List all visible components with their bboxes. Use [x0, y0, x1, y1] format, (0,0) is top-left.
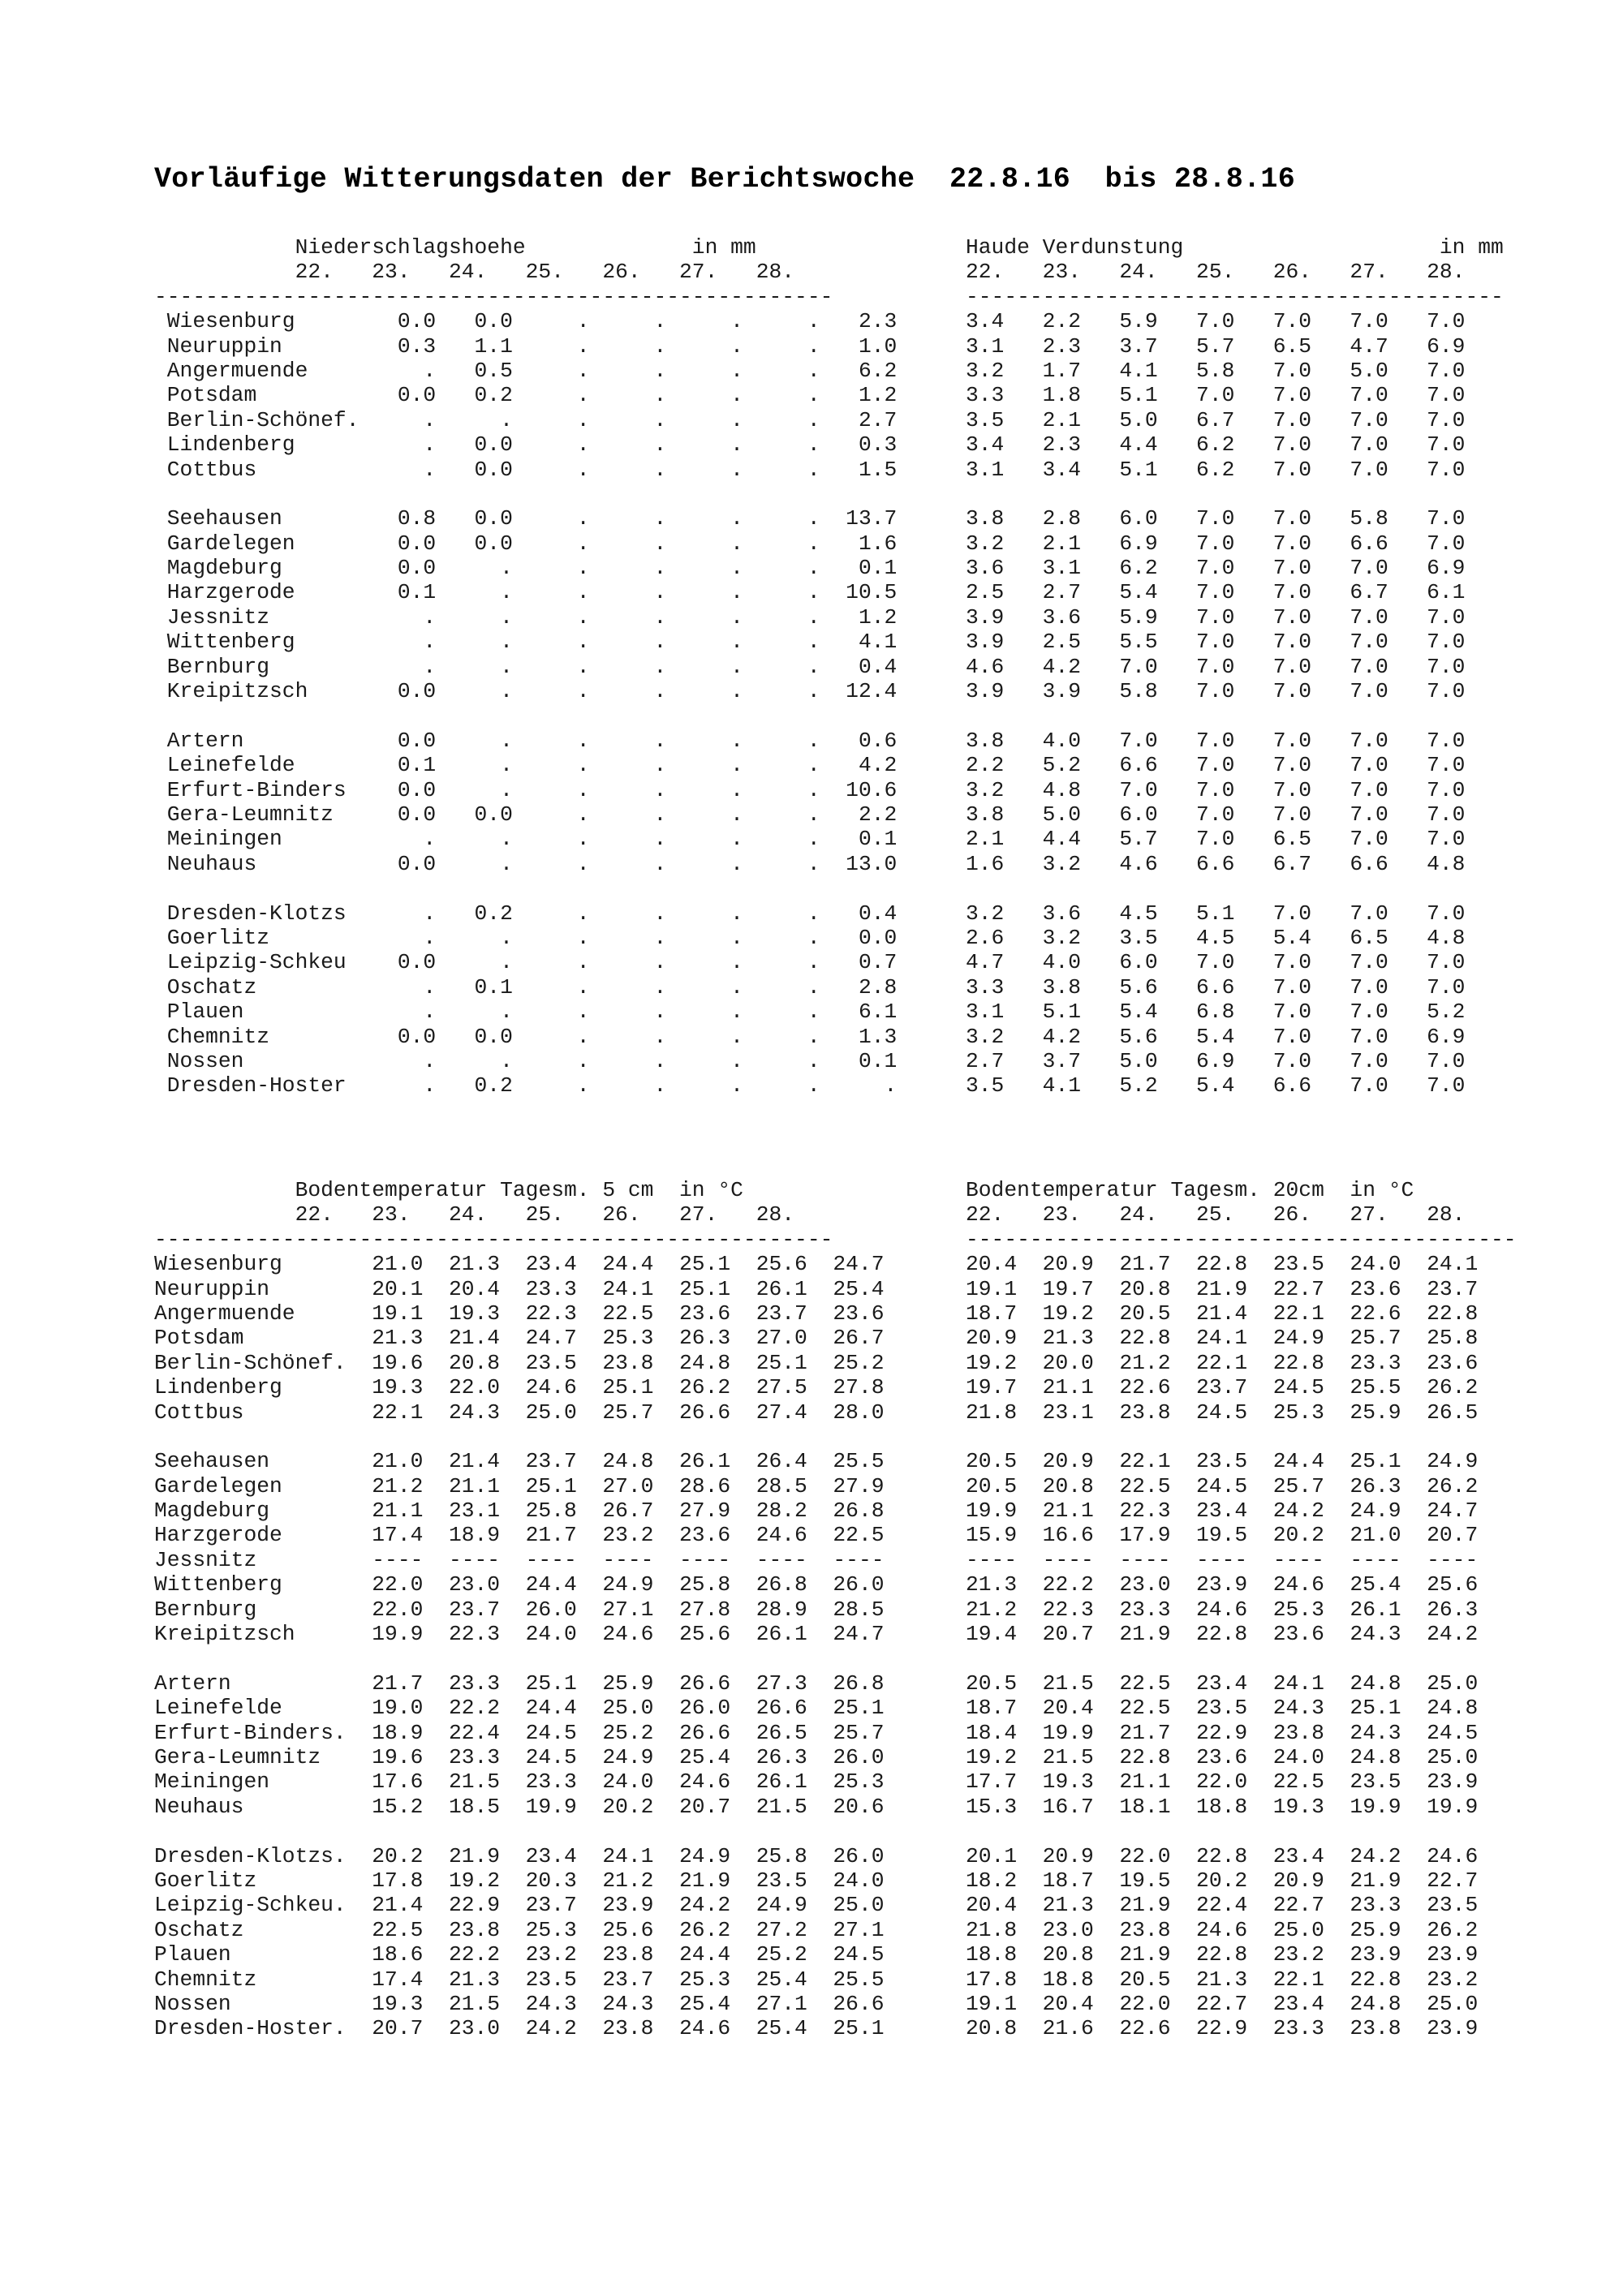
soil-5cm-rule: -----------------------------------------------------: [154, 1227, 833, 1252]
table-row: 3.2 4.2 5.6 5.4 7.0 7.0 6.9: [966, 1024, 1466, 1049]
table-row: 19.2 20.0 21.2 22.1 22.8 23.3 23.6: [966, 1350, 1479, 1375]
table-row: 19.4 20.7 21.9 22.8 23.6 24.3 24.2: [966, 1622, 1479, 1647]
evaporation-rule: ------------------------------------------: [966, 284, 1504, 309]
table-row: Harzgerode 0.1 . . . . . 10.5: [154, 580, 898, 605]
soil-temp-20cm-table: [966, 1178, 1517, 2041]
table-row: Harzgerode 17.4 18.9 21.7 23.2 23.6 24.6 22.5: [154, 1523, 885, 1548]
group-gap: [966, 1819, 1517, 1843]
table-row: 1.6 3.2 4.6 6.6 6.7 6.6 4.8: [966, 851, 1466, 876]
table-row: 2.5 2.7 5.4 7.0 7.0 6.7 6.1: [966, 580, 1466, 605]
table-row: Meiningen . . . . . . 0.1: [154, 827, 898, 852]
table-row: 2.7 3.7 5.0 6.9 7.0 7.0 7.0: [966, 1048, 1466, 1073]
table-row: 19.1 20.4 22.0 22.7 23.4 24.8 25.0: [966, 1991, 1479, 2016]
table-row: Erfurt-Binders. 18.9 22.4 24.5 25.2 26.6 26.5 25.7: [154, 1720, 885, 1745]
table-row: Wittenberg 22.0 23.0 24.4 24.9 25.8 26.8 26.0: [154, 1572, 885, 1597]
table-row: Leinefelde 19.0 22.2 24.4 25.0 26.0 26.6 25.1: [154, 1696, 885, 1721]
table-row: Bernburg 22.0 23.7 26.0 27.1 27.8 28.9 28.5: [154, 1597, 885, 1622]
table-row: 3.3 1.8 5.1 7.0 7.0 7.0 7.0: [966, 383, 1466, 408]
table-row: Magdeburg 0.0 . . . . . 0.1: [154, 556, 898, 581]
table-row: 3.1 3.4 5.1 6.2 7.0 7.0 7.0: [966, 457, 1466, 482]
table-row: Kreipitzsch 0.0 . . . . . 12.4: [154, 679, 898, 704]
table-row: Plauen . . . . . . 6.1: [154, 1000, 898, 1025]
table-row: Plauen 18.6 22.2 23.2 23.8 24.4 25.2 24.5: [154, 1942, 885, 1967]
table-row: Berlin-Schönef. 19.6 20.8 23.5 23.8 24.8 25.1 25.2: [154, 1350, 885, 1375]
table-row: 3.2 1.7 4.1 5.8 7.0 5.0 7.0: [966, 358, 1466, 383]
table-row: 3.9 3.6 5.9 7.0 7.0 7.0 7.0: [966, 604, 1466, 630]
table-row: 3.8 4.0 7.0 7.0 7.0 7.0 7.0: [966, 728, 1466, 753]
precipitation-rule: -----------------------------------------------------: [154, 284, 833, 309]
table-row: Oschatz 22.5 23.8 25.3 25.6 26.2 27.2 27.1: [154, 1917, 885, 1942]
group-gap: [154, 1819, 885, 1843]
table-row: 3.4 2.2 5.9 7.0 7.0 7.0 7.0: [966, 309, 1466, 334]
table-row: 21.8 23.1 23.8 24.5 25.3 25.9 26.5: [966, 1400, 1479, 1425]
table-row: Seehausen 21.0 21.4 23.7 24.8 26.1 26.4 25.5: [154, 1449, 885, 1474]
table-row: Goerlitz 17.8 19.2 20.3 21.2 21.9 23.5 24.0: [154, 1868, 885, 1893]
table-row: 2.1 4.4 5.7 7.0 6.5 7.0 7.0: [966, 827, 1466, 852]
group-gap: [966, 1646, 1517, 1670]
soil-20cm-header: Bodentemperatur Tagesm. 20cm in °C: [966, 1178, 1414, 1202]
table-row: Nossen 19.3 21.5 24.3 24.3 25.4 27.1 26.6: [154, 1991, 885, 2016]
table-row: Neuruppin 20.1 20.4 23.3 24.1 25.1 26.1 25.4: [154, 1276, 885, 1301]
table-row: 18.7 20.4 22.5 23.5 24.3 25.1 24.8: [966, 1696, 1479, 1721]
table-row: Lindenberg 19.3 22.0 24.6 25.1 26.2 27.5 27.8: [154, 1375, 885, 1400]
precipitation-header: Niederschlagshoehe in mm: [154, 235, 756, 260]
group-gap: [966, 1425, 1517, 1449]
table-row: Leipzig-Schkeu 0.0 . . . . . 0.7: [154, 950, 898, 975]
table-row: 3.2 3.6 4.5 5.1 7.0 7.0 7.0: [966, 901, 1466, 926]
table-row: Artern 21.7 23.3 25.1 25.9 26.6 27.3 26.8: [154, 1670, 885, 1696]
table-row: Meiningen 17.6 21.5 23.3 24.0 24.6 26.1 25.3: [154, 1769, 885, 1795]
table-row: ---- ---- ---- ---- ---- ---- ----: [966, 1547, 1479, 1572]
table-row: Dresden-Hoster . 0.2 . . . . .: [154, 1073, 898, 1099]
table-row: 19.2 21.5 22.8 23.6 24.0 24.8 25.0: [966, 1744, 1479, 1769]
table-row: Erfurt-Binders 0.0 . . . . . 10.6: [154, 777, 898, 802]
soil-20cm-day-header: 22. 23. 24. 25. 26. 27. 28.: [966, 1202, 1466, 1228]
group-gap: [154, 1646, 885, 1670]
group-gap: [154, 1425, 885, 1449]
table-row: Wiesenburg 0.0 0.0 . . . . 2.3: [154, 309, 898, 334]
table-row: 18.4 19.9 21.7 22.9 23.8 24.3 24.5: [966, 1720, 1479, 1745]
table-row: 3.6 3.1 6.2 7.0 7.0 7.0 6.9: [966, 556, 1466, 581]
table-row: Gardelegen 0.0 0.0 . . . . 1.6: [154, 531, 898, 556]
table-row: Angermuende 19.1 19.3 22.3 22.5 23.6 23.7 23.6: [154, 1301, 885, 1326]
table-row: 3.8 5.0 6.0 7.0 7.0 7.0 7.0: [966, 802, 1466, 827]
table-row: Wittenberg . . . . . . 4.1: [154, 630, 898, 655]
table-row: Neuhaus 15.2 18.5 19.9 20.2 20.7 21.5 20.6: [154, 1794, 885, 1819]
table-row: 20.4 20.9 21.7 22.8 23.5 24.0 24.1: [966, 1252, 1479, 1277]
page-title: Vorläufige Witterungsdaten der Berichtswoche 22.8.16 bis 28.8.16: [154, 163, 1296, 196]
table-row: Kreipitzsch 19.9 22.3 24.0 24.6 25.6 26.1 24.7: [154, 1622, 885, 1647]
table-row: Dresden-Klotzs . 0.2 . . . . 0.4: [154, 901, 898, 926]
table-row: Angermuende . 0.5 . . . . 6.2: [154, 358, 898, 383]
table-row: Leipzig-Schkeu. 21.4 22.9 23.7 23.9 24.2 24.9 25.0: [154, 1893, 885, 1918]
table-row: 3.1 5.1 5.4 6.8 7.0 7.0 5.2: [966, 1000, 1466, 1025]
table-row: 20.4 21.3 21.9 22.4 22.7 23.3 23.5: [966, 1893, 1479, 1918]
table-row: Chemnitz 17.4 21.3 23.5 23.7 25.3 25.4 25.5: [154, 1967, 885, 1992]
table-row: Chemnitz 0.0 0.0 . . . . 1.3: [154, 1024, 898, 1049]
soil-5cm-day-header: 22. 23. 24. 25. 26. 27. 28.: [154, 1202, 795, 1228]
table-row: 21.8 23.0 23.8 24.6 25.0 25.9 26.2: [966, 1917, 1479, 1942]
precipitation-day-header: 22. 23. 24. 25. 26. 27. 28.: [154, 260, 795, 285]
soil-5cm-header: Bodentemperatur Tagesm. 5 cm in °C: [154, 1178, 743, 1202]
table-row: 20.1 20.9 22.0 22.8 23.4 24.2 24.6: [966, 1843, 1479, 1868]
table-row: Nossen . . . . . . 0.1: [154, 1048, 898, 1073]
table-row: Jessnitz . . . . . . 1.2: [154, 604, 898, 630]
table-row: Seehausen 0.8 0.0 . . . . 13.7: [154, 506, 898, 531]
table-row: Cottbus . 0.0 . . . . 1.5: [154, 457, 898, 482]
table-row: 18.7 19.2 20.5 21.4 22.1 22.6 22.8: [966, 1301, 1479, 1326]
table-row: 19.7 21.1 22.6 23.7 24.5 25.5 26.2: [966, 1375, 1479, 1400]
table-row: 4.7 4.0 6.0 7.0 7.0 7.0 7.0: [966, 950, 1466, 975]
table-row: 21.3 22.2 23.0 23.9 24.6 25.4 25.6: [966, 1572, 1479, 1597]
table-row: Dresden-Hoster. 20.7 23.0 24.2 23.8 24.6 25.4 25.1: [154, 2016, 885, 2041]
table-row: Dresden-Klotzs. 20.2 21.9 23.4 24.1 24.9 25.8 26.0: [154, 1843, 885, 1868]
table-row: 19.9 21.1 22.3 23.4 24.2 24.9 24.7: [966, 1498, 1479, 1524]
table-row: 17.7 19.3 21.1 22.0 22.5 23.5 23.9: [966, 1769, 1479, 1795]
table-row: Leinefelde 0.1 . . . . . 4.2: [154, 753, 898, 778]
table-row: 2.2 5.2 6.6 7.0 7.0 7.0 7.0: [966, 753, 1466, 778]
evaporation-header: Haude Verdunstung in mm: [966, 235, 1504, 260]
precipitation-table: [154, 235, 897, 1099]
table-row: 3.2 2.1 6.9 7.0 7.0 6.6 7.0: [966, 531, 1466, 556]
soil-20cm-rule: -------------------------------------------: [966, 1227, 1517, 1252]
table-row: 3.9 2.5 5.5 7.0 7.0 7.0 7.0: [966, 630, 1466, 655]
table-row: Berlin-Schönef. . . . . . . 2.7: [154, 407, 898, 432]
table-row: Gera-Leumnitz 19.6 23.3 24.5 24.9 25.4 26.3 26.0: [154, 1744, 885, 1769]
table-row: 4.6 4.2 7.0 7.0 7.0 7.0 7.0: [966, 654, 1466, 679]
group-gap: [154, 876, 897, 901]
table-row: 20.9 21.3 22.8 24.1 24.9 25.7 25.8: [966, 1326, 1479, 1351]
table-row: 2.6 3.2 3.5 4.5 5.4 6.5 4.8: [966, 925, 1466, 950]
table-row: Goerlitz . . . . . . 0.0: [154, 925, 898, 950]
group-gap: [154, 703, 897, 728]
table-row: Magdeburg 21.1 23.1 25.8 26.7 27.9 28.2 26.8: [154, 1498, 885, 1524]
table-row: 20.5 20.8 22.5 24.5 25.7 26.3 26.2: [966, 1473, 1479, 1498]
group-gap: [966, 876, 1504, 901]
table-row: Cottbus 22.1 24.3 25.0 25.7 26.6 27.4 28.0: [154, 1400, 885, 1425]
table-row: Neuruppin 0.3 1.1 . . . . 1.0: [154, 333, 898, 359]
table-row: 20.5 21.5 22.5 23.4 24.1 24.8 25.0: [966, 1670, 1479, 1696]
table-row: 21.2 22.3 23.3 24.6 25.3 26.1 26.3: [966, 1597, 1479, 1622]
table-row: 17.8 18.8 20.5 21.3 22.1 22.8 23.2: [966, 1967, 1479, 1992]
table-row: 18.2 18.7 19.5 20.2 20.9 21.9 22.7: [966, 1868, 1479, 1893]
table-row: Neuhaus 0.0 . . . . . 13.0: [154, 851, 898, 876]
table-row: 15.3 16.7 18.1 18.8 19.3 19.9 19.9: [966, 1794, 1479, 1819]
evaporation-day-header: 22. 23. 24. 25. 26. 27. 28.: [966, 260, 1466, 285]
group-gap: [966, 703, 1504, 728]
table-row: 3.8 2.8 6.0 7.0 7.0 5.8 7.0: [966, 506, 1466, 531]
table-row: Artern 0.0 . . . . . 0.6: [154, 728, 898, 753]
group-gap: [966, 482, 1504, 506]
table-row: 15.9 16.6 17.9 19.5 20.2 21.0 20.7: [966, 1523, 1479, 1548]
table-row: Gera-Leumnitz 0.0 0.0 . . . . 2.2: [154, 802, 898, 827]
table-row: 19.1 19.7 20.8 21.9 22.7 23.6 23.7: [966, 1276, 1479, 1301]
table-row: Wiesenburg 21.0 21.3 23.4 24.4 25.1 25.6 24.7: [154, 1252, 885, 1277]
table-row: Potsdam 0.0 0.2 . . . . 1.2: [154, 383, 898, 408]
table-row: 3.9 3.9 5.8 7.0 7.0 7.0 7.0: [966, 679, 1466, 704]
table-row: 20.8 21.6 22.6 22.9 23.3 23.8 23.9: [966, 2016, 1479, 2041]
table-row: 3.2 4.8 7.0 7.0 7.0 7.0 7.0: [966, 777, 1466, 802]
table-row: 3.3 3.8 5.6 6.6 7.0 7.0 7.0: [966, 974, 1466, 1000]
table-row: 20.5 20.9 22.1 23.5 24.4 25.1 24.9: [966, 1449, 1479, 1474]
table-row: Oschatz . 0.1 . . . . 2.8: [154, 974, 898, 1000]
table-row: Lindenberg . 0.0 . . . . 0.3: [154, 432, 898, 458]
table-row: 3.4 2.3 4.4 6.2 7.0 7.0 7.0: [966, 432, 1466, 458]
table-row: Gardelegen 21.2 21.1 25.1 27.0 28.6 28.5 27.9: [154, 1473, 885, 1498]
group-gap: [154, 482, 897, 506]
table-row: 18.8 20.8 21.9 22.8 23.2 23.9 23.9: [966, 1942, 1479, 1967]
table-row: Potsdam 21.3 21.4 24.7 25.3 26.3 27.0 26.7: [154, 1326, 885, 1351]
evaporation-table: [966, 235, 1504, 1099]
table-row: 3.5 2.1 5.0 6.7 7.0 7.0 7.0: [966, 407, 1466, 432]
soil-temp-5cm-table: [154, 1178, 885, 2041]
table-row: Bernburg . . . . . . 0.4: [154, 654, 898, 679]
table-row: Jessnitz ---- ---- ---- ---- ---- ---- ----: [154, 1547, 885, 1572]
table-row: 3.1 2.3 3.7 5.7 6.5 4.7 6.9: [966, 333, 1466, 359]
table-row: 3.5 4.1 5.2 5.4 6.6 7.0 7.0: [966, 1073, 1466, 1099]
